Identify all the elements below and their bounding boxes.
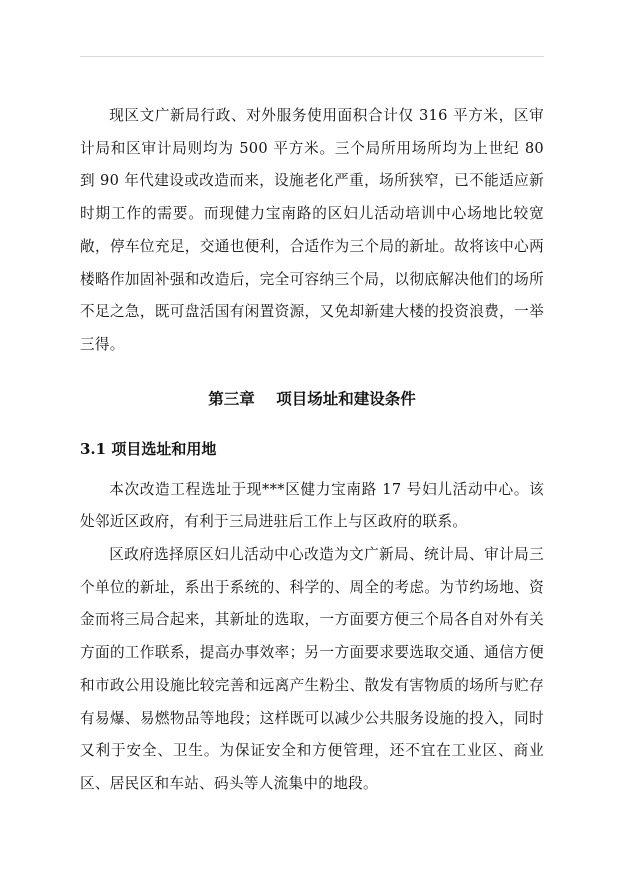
header-rule xyxy=(80,56,544,57)
document-body xyxy=(80,100,544,801)
section-spacer xyxy=(80,464,544,474)
paragraph-site-selection: 区政府选择原区妇儿活动中心改造为文广新局、统计局、审计局三个单位的新址，系出于系统的、科学的、周全的考虑。为节约场地、资金而将三局合起来，其新址的选取，一方面要方便三个局各自对外有关方面的工作联系，提高办事效率；另一方面要求要选取交通、通信方便和市政公用设施比较完善和远离产生粉尘、散发有害物质的场所与贮存有易爆、易燃物品等地段；这样既可以减少公共服务设施的投入，同时又利于安全、卫生。为保证安全和方便管理，还不宜在工业区、商业区、居民区和车站、码头等人流集中的地段。 xyxy=(80,546,544,792)
paragraph-site-location: 本次改造工程选址于现***区健力宝南路 17 号妇儿活动中心。该处邻近区政府，有利于三局进驻后工作上与区政府的联系。 xyxy=(80,480,544,531)
chapter-title: 第三章 项目场址和建设条件 xyxy=(208,388,416,408)
section-title: 3.1 项目选址和用地 xyxy=(80,439,217,458)
paragraph-office-space: 现区文广新局行政、对外服务使用面积合计仅 316 平方米，区审计局和区审计局则均为 500 平方米。三个局所用场所均为上世纪 80 到 90 年代建设或改造而来，设施老化严重，场所狭窄，已不能适应新时期工作的需要。而现健力宝南路的区妇儿活动培训中心场地比较宽敞，停车位充足，交通也便利，合适作为三个局的新址。故将该中心两楼略作加固补强和改造后，完全可容纳三个局，以彻底解决他们的场所不足之急，既可盘活国有闲置资源，又免却新建大楼的投资浪费，一举三得。 xyxy=(80,107,544,353)
